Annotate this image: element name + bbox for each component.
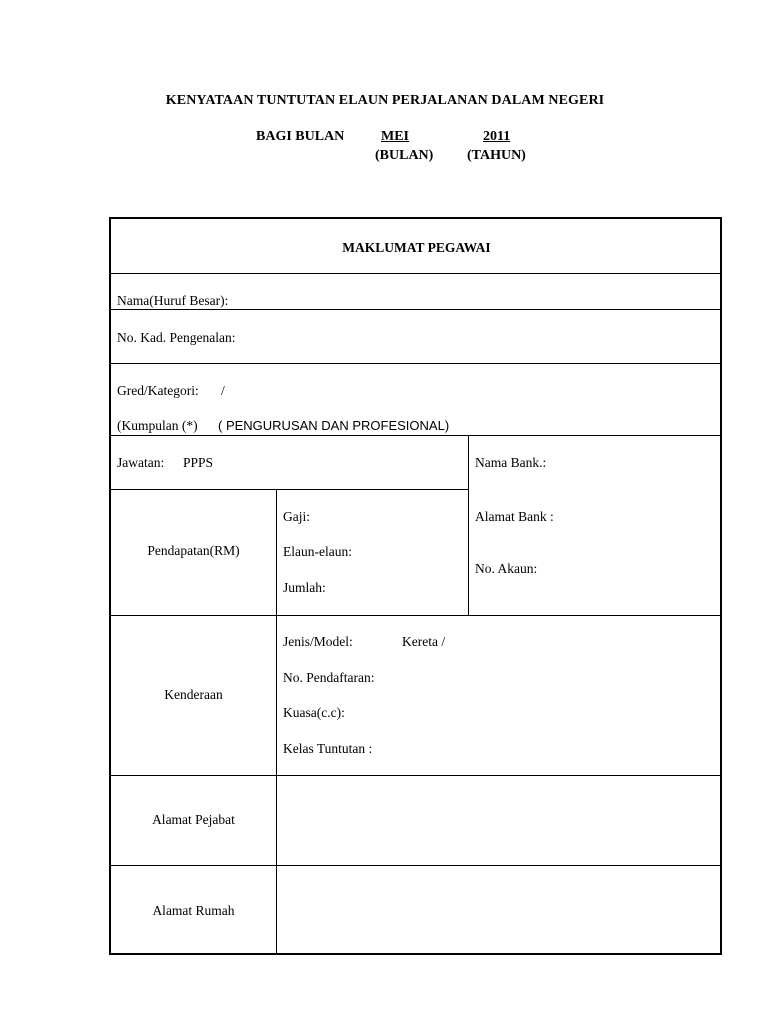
alamat-rumah-label: Alamat Rumah [152,903,235,918]
month-value: MEI [381,129,409,144]
divider [111,865,722,866]
divider [111,615,722,616]
divider [111,273,722,274]
divider [468,435,469,615]
divider [111,435,722,436]
alamat-pejabat-label: Alamat Pejabat [152,812,235,827]
year-caption: (TAHUN) [467,148,526,163]
divider [111,309,722,310]
nama-label: Nama(Huruf Besar): [117,293,229,308]
jawatan-label: Jawatan: [117,455,165,470]
kenderaan-label: Kenderaan [164,687,223,702]
maklumat-pegawai-form [109,217,722,955]
gred-kategori-label: Gred/Kategori: [117,383,199,398]
alamat-rumah-field[interactable] [278,867,722,955]
divider [111,489,469,490]
gaji-label: Gaji: [283,509,310,524]
kumpulan-value: ( PENGURUSAN DAN PROFESIONAL) [218,418,450,433]
jawatan-value: PPPS [183,455,214,470]
alamat-pejabat-field[interactable] [278,777,722,865]
kad-pengenalan-label: No. Kad. Pengenalan: [117,330,236,345]
elaun-label: Elaun-elaun: [283,544,352,559]
divider [111,363,722,364]
nama-bank-label: Nama Bank.: [475,455,547,470]
jumlah-label: Jumlah: [283,580,326,595]
no-pendaftaran-label: No. Pendaftaran: [283,670,375,685]
kuasa-label: Kuasa(c.c): [283,705,345,720]
alamat-bank-label: Alamat Bank : [475,509,554,524]
no-akaun-label: No. Akaun: [475,561,538,576]
section-title: MAKLUMAT PEGAWAI [342,240,491,255]
divider [276,489,277,955]
divider [111,775,722,776]
page-title: KENYATAAN TUNTUTAN ELAUN PERJALANAN DALAM NEGERI [165,93,605,108]
jenis-model-label: Jenis/Model: [283,634,353,649]
month-caption: (BULAN) [375,148,434,163]
kelas-tuntutan-label: Kelas Tuntutan : [283,741,373,756]
pendapatan-label: Pendapatan(RM) [147,543,240,558]
kumpulan-label: (Kumpulan (*) [117,418,198,433]
gred-kategori-value: / [221,383,225,398]
period-label: BAGI BULAN [256,129,345,144]
year-value: 2011 [483,129,511,144]
jenis-model-value: Kereta / [402,634,446,649]
